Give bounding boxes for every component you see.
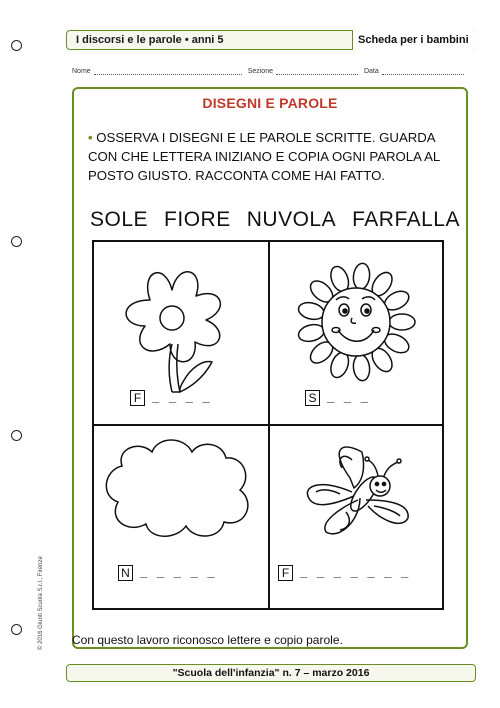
header-sheet-type: Scheda per i bambini [358, 34, 469, 46]
bullet-icon: • [88, 130, 93, 145]
blanks-cloud[interactable]: _ _ _ _ _ [140, 564, 218, 579]
blanks-sun[interactable]: _ _ _ [327, 389, 371, 404]
word-sole: SOLE [90, 208, 149, 231]
copyright-notice: © 2016 Giunti Scuola S.r.l., Firenze [38, 556, 44, 650]
worksheet-title: DISEGNI E PAROLE [202, 95, 338, 111]
letter-box-sun[interactable]: S [305, 390, 320, 406]
section-field[interactable]: Sezione [248, 67, 358, 75]
letter-box-butterfly[interactable]: F [278, 565, 293, 581]
word-farfalla: FARFALLA [352, 208, 460, 231]
blanks-flower[interactable]: _ _ _ _ [152, 389, 213, 404]
word-nuvola: NUVOLA [246, 208, 337, 231]
letter-box-flower[interactable]: F [130, 390, 145, 406]
publication-info: "Scuola dell'infanzia" n. 7 – marzo 2016 [172, 667, 370, 679]
instruction-body: OSSERVA I DISEGNI E LE PAROLE SCRITTE. GUARDA CON CHE LETTERA INIZIANO E COPIA OGNI PAROLA AL POSTO GIUSTO. RACCONTA COME HAI FATTO. [88, 130, 440, 183]
name-field[interactable]: Nome [72, 67, 242, 75]
closing-sentence: Con questo lavoro riconosco lettere e copio parole. [72, 633, 343, 647]
date-field[interactable]: Data [364, 67, 464, 75]
blanks-butterfly[interactable]: _ _ _ _ _ _ _ [300, 564, 412, 579]
header-series-label: I discorsi e le parole • anni 5 [76, 34, 224, 46]
letter-box-cloud[interactable]: N [118, 565, 133, 581]
word-fiore: FIORE [164, 208, 231, 231]
